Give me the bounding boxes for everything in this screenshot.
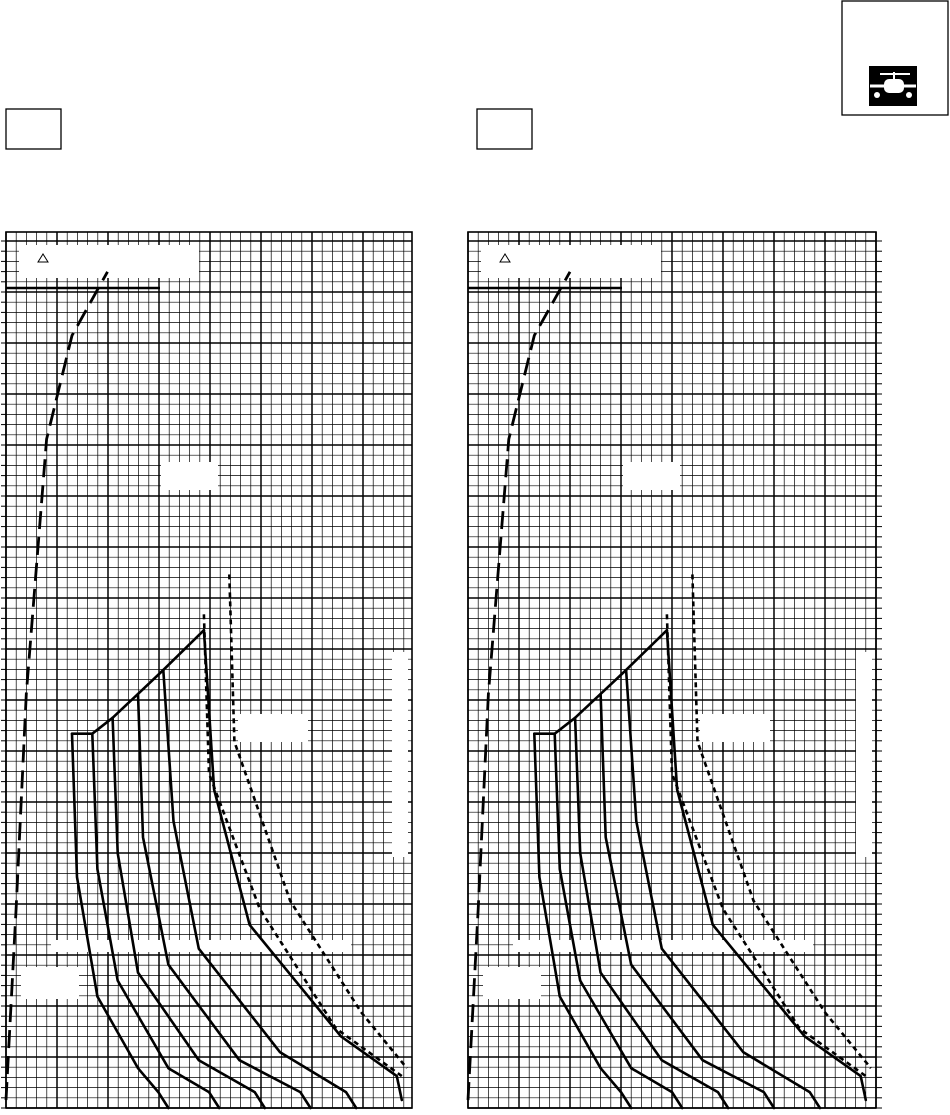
right-panel-label-box bbox=[477, 109, 532, 149]
series-line-3 bbox=[113, 718, 265, 1108]
series-line-4 bbox=[601, 694, 774, 1108]
left-panel-label-box bbox=[6, 109, 61, 149]
curve-label-box-lower bbox=[700, 714, 770, 742]
curve-label-box-upper bbox=[623, 462, 680, 490]
side-label-box bbox=[392, 652, 408, 857]
right-chart-panel bbox=[468, 232, 882, 1108]
series-line-2 bbox=[92, 734, 219, 1108]
series-line-1 bbox=[72, 734, 168, 1108]
series-line-4 bbox=[138, 694, 311, 1108]
helicopter-icon bbox=[869, 66, 917, 106]
series-line-2 bbox=[555, 734, 683, 1108]
series-line-1 bbox=[534, 734, 631, 1108]
axis-scale-ticks bbox=[876, 241, 882, 1108]
scale-label-box bbox=[483, 967, 541, 999]
scale-label-box bbox=[21, 967, 79, 999]
side-label-box bbox=[856, 652, 872, 857]
curve-label-box-upper bbox=[161, 462, 218, 490]
curve-label-box-lower bbox=[238, 714, 308, 742]
left-chart-panel bbox=[1, 232, 412, 1108]
